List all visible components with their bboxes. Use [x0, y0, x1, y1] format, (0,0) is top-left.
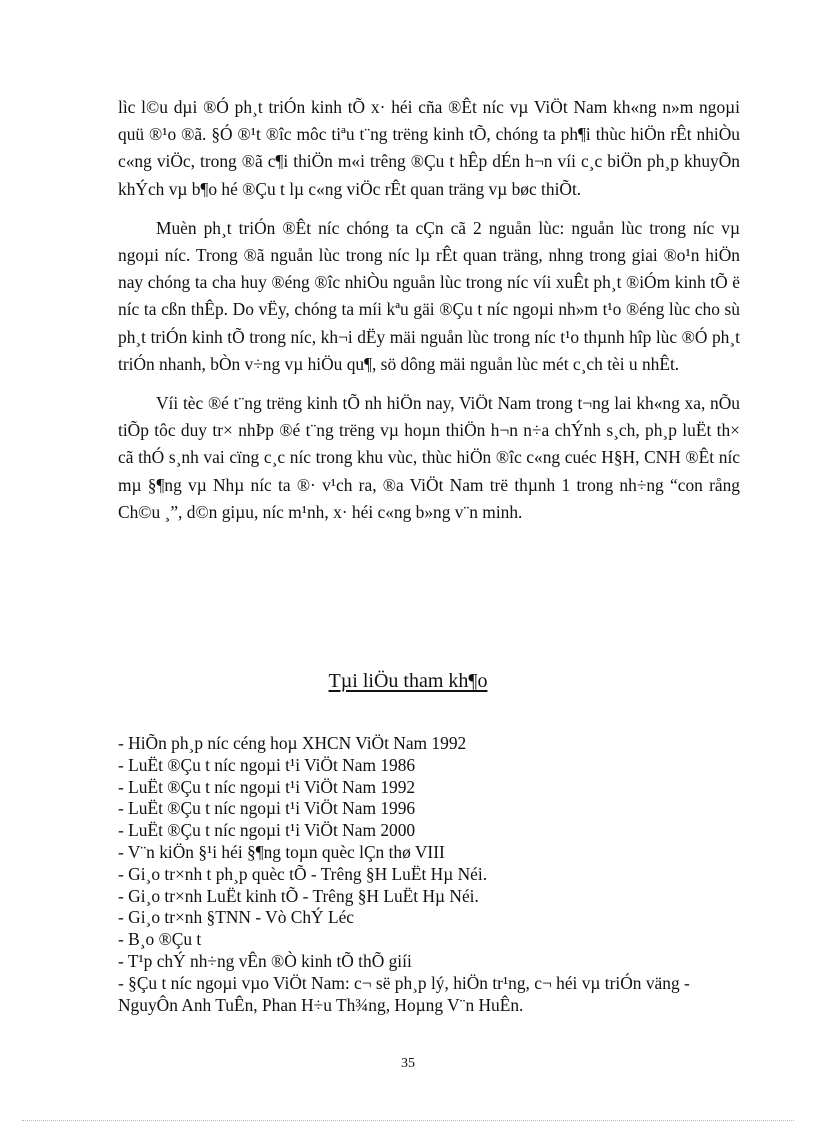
reference-item: - §Çu t níc ngoµi vµo ViÖt Nam: c¬ së ph¸p lý, hiÖn tr¹ng, c¬ héi vµ triÓn väng - NguyÔn Anh TuÊn, Phan H÷u Th¾ng, Hoµng V¨n HuÊn.	[118, 972, 690, 1015]
references-heading	[0, 670, 816, 693]
reference-item: - Gi¸o tr×nh t ph¸p quèc tÕ - Trêng §H LuËt Hµ Néi.	[118, 863, 488, 884]
paragraph-2: Muèn ph¸t triÓn ®Êt níc chóng ta cÇn cã 2 nguån lùc: nguån lùc trong níc vµ ngoµi níc. Trong ®ã nguån lùc trong níc lµ rÊt quan träng, nhng trong giai ®o¹n hiÖn nay chóng ta cha huy ®éng ®îc nhiÒu nguån lùc trong níc víi xuÊt ph¸t ®iÓm kinh tÕ ë níc ta cßn thÊp. Do vËy, chóng ta míi kªu gäi ®Çu t níc ngoµi nh»m t¹o ®éng lùc cho sù ph¸t triÓn kinh tÕ trong níc, kh¬i dËy mäi nguån lùc trong níc t¹o thµnh hîp lùc ®Ó ph¸t triÓn nhanh, bÒn v÷ng vµ hiÖu qu¶, sö dông mäi nguån lùc mét c¸ch tèi u nhÊt.	[118, 217, 740, 374]
reference-item: - V¨n kiÖn §¹i héi §¶ng toµn quèc lÇn thø VIII	[118, 841, 445, 862]
paragraph-1: lìc l©u dµi ®Ó ph¸t triÓn kinh tÕ x· héi cña ®Êt níc vµ ViÖt Nam kh«ng n»m ngoµi quü ®¹o ®ã. §Ó ®¹t ®îc môc tiªu t¨ng trëng kinh tÕ, chóng ta ph¶i thùc hiÖn rÊt nhiÒu c«ng viÖc, trong ®ã c¶i thiÖn m«i trêng ®Çu t hÊp dÉn h¬n víi c¸c biÖn ph¸p khuyÕn khÝch vµ b¶o hé ®Çu t lµ c«ng viÖc rÊt quan träng vµ bøc thiÕt.	[118, 97, 740, 199]
reference-item: - T¹p chÝ nh÷ng vÊn ®Ò kinh tÕ thÕ giíi	[118, 950, 412, 971]
references-list	[118, 733, 740, 1016]
reference-item: - LuËt ®Çu t níc ngoµi t¹i ViÖt Nam 1986	[118, 754, 416, 775]
reference-item: - B¸o ®Çu t	[118, 929, 202, 950]
reference-item: - HiÕn ph¸p níc céng hoµ XHCN ViÖt Nam 1992	[118, 733, 467, 753]
reference-item: - Gi¸o tr×nh LuËt kinh tÕ - Trêng §H LuËt Hµ Néi.	[118, 885, 479, 906]
paragraph-3: Víi tèc ®é t¨ng trëng kinh tÕ nh hiÖn nay, ViÖt Nam trong t¬ng lai kh«ng xa, nÕu tiÕp tôc duy tr× nhÞp ®é t¨ng trëng vµ hoµn thiÖn h¬n n÷a chÝnh s¸ch, ph¸p luËt th× cã thÓ s¸nh vai cïng c¸c níc trong khu vùc, thùc hiÖn ®îc c«ng cuéc H§H, CNH ®Êt níc mµ §¶ng vµ Nhµ níc ta ®· v¹ch ra, ®a ViÖt Nam trë thµnh 1 trong nh÷ng “con rång Ch©u ¸”, d©n giµu, níc m¹nh, x· héi c«ng b»ng v¨n minh.	[118, 393, 740, 522]
page-number: 35	[401, 1056, 415, 1071]
reference-item: - Gi¸o tr×nh §TNN - Vò ChÝ Léc	[118, 907, 355, 928]
reference-item: - LuËt ®Çu t níc ngoµi t¹i ViÖt Nam 1992	[118, 776, 416, 797]
body-text	[118, 94, 740, 526]
page-bottom-divider	[22, 1120, 794, 1121]
reference-item: - LuËt ®Çu t níc ngoµi t¹i ViÖt Nam 1996	[118, 798, 416, 819]
reference-item: - LuËt ®Çu t níc ngoµi t¹i ViÖt Nam 2000	[118, 820, 416, 841]
references-title: Tµi liÖu tham kh¶o	[328, 670, 488, 692]
